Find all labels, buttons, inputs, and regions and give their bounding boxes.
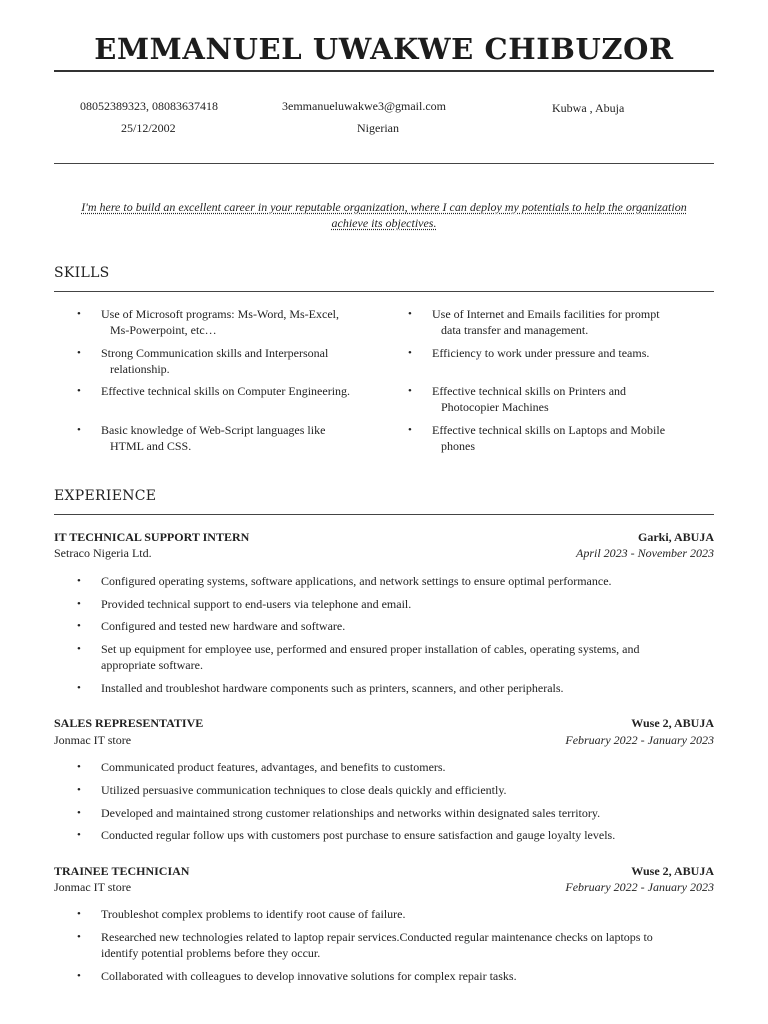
bullet-icon: • <box>77 347 81 359</box>
job-bullet: • Collaborated with colleagues to develop innovative solutions for complex repair tasks. <box>77 969 517 983</box>
job-title: SALES REPRESENTATIVE <box>54 716 204 730</box>
job-dates: February 2022 - January 2023 <box>565 880 714 894</box>
bullet-icon: • <box>77 598 81 610</box>
resume-name: EMMANUEL UWAKWE CHIBUZOR <box>94 32 674 66</box>
bullet-icon: • <box>408 308 412 320</box>
job-bullet: • Developed and maintained strong customer relationships and networks within designated sales territory. <box>77 806 601 820</box>
job-title: IT TECHNICAL SUPPORT INTERN <box>54 530 250 544</box>
job-title: TRAINEE TECHNICIAN <box>54 864 190 878</box>
email-address: 3emmanueluwakwe3@gmail.com <box>282 99 447 113</box>
bullet-icon: • <box>77 784 81 796</box>
bullet-icon: • <box>408 424 412 436</box>
date-of-birth: 25/12/2002 <box>121 121 176 135</box>
bullet-icon: • <box>77 643 81 655</box>
job-company: Jonmac IT store <box>54 880 132 894</box>
skill-item: • Effective technical skills on Printers and Photocopier Machines <box>408 384 627 414</box>
header-divider <box>54 70 714 72</box>
job-bullet: • Installed and troubleshot hardware components such as printers, scanners, and other peripherals. <box>77 681 564 695</box>
job-company: Setraco Nigeria Ltd. <box>54 546 152 560</box>
skill-item: • Strong Communication skills and Interpersonal relationship. <box>77 346 329 376</box>
contact-divider <box>54 163 714 164</box>
bullet-icon: • <box>77 620 81 632</box>
bullet-icon: • <box>77 807 81 819</box>
objective-line: I'm here to build an excellent career in your reputable organization, where I can deploy my potentials to help the organization <box>81 200 687 214</box>
job-company: Jonmac IT store <box>54 733 132 747</box>
job-bullet: • Set up equipment for employee use, performed and ensured proper installation of cables, operating systems, and appropriate software. <box>77 642 640 672</box>
bullet-icon: • <box>77 970 81 982</box>
skill-item: • Use of Internet and Emails facilities for prompt data transfer and management. <box>408 307 660 337</box>
nationality-text: Nigerian <box>357 121 399 135</box>
bullet-icon: • <box>77 308 81 320</box>
job-dates: April 2023 - November 2023 <box>576 546 714 560</box>
bullet-icon: • <box>408 347 412 359</box>
job-bullet: • Configured and tested new hardware and software. <box>77 619 346 633</box>
job-location: Wuse 2, ABUJA <box>631 716 714 730</box>
job-dates: February 2022 - January 2023 <box>565 733 714 747</box>
location-text: Kubwa , Abuja <box>552 101 625 115</box>
objective-line: achieve its objectives. <box>331 216 437 230</box>
job-bullet: • Troubleshot complex problems to identify root cause of failure. <box>77 907 406 921</box>
skill-item: • Use of Microsoft programs: Ms-Word, Ms-Excel, Ms-Powerpoint, etc… <box>77 307 339 337</box>
job-bullet: • Provided technical support to end-users via telephone and email. <box>77 597 412 611</box>
job-bullet: • Configured operating systems, software applications, and network settings to ensure optimal performance. <box>77 574 612 588</box>
bullet-icon: • <box>77 829 81 841</box>
job-bullet: • Researched new technologies related to laptop repair services.Conducted regular maintenance checks on laptops to identify potential problems before they occur. <box>77 930 653 960</box>
bullet-icon: • <box>77 761 81 773</box>
bullet-icon: • <box>77 908 81 920</box>
skill-item: • Effective technical skills on Laptops and Mobile phones <box>408 423 666 453</box>
bullet-icon: • <box>77 424 81 436</box>
skills-heading: SKILLS <box>54 265 110 281</box>
job-location: Wuse 2, ABUJA <box>631 864 714 878</box>
job-bullet: • Communicated product features, advantages, and benefits to customers. <box>77 760 446 774</box>
skill-item: • Basic knowledge of Web-Script languages like HTML and CSS. <box>77 423 326 453</box>
skill-item: • Efficiency to work under pressure and teams. <box>408 346 650 360</box>
job-location: Garki, ABUJA <box>637 530 714 544</box>
career-objective <box>54 199 714 231</box>
bullet-icon: • <box>77 385 81 397</box>
bullet-icon: • <box>408 385 412 397</box>
skill-item: • Effective technical skills on Computer Engineering. <box>77 384 351 398</box>
phone-numbers: 08052389323, 08083637418 <box>80 99 218 113</box>
bullet-icon: • <box>77 682 81 694</box>
job-bullet: • Conducted regular follow ups with customers post purchase to ensure satisfaction and gauge loyalty levels. <box>77 828 616 842</box>
bullet-icon: • <box>77 575 81 587</box>
bullet-icon: • <box>77 931 81 943</box>
job-bullet: • Utilized persuasive communication techniques to close deals quickly and efficiently. <box>77 783 507 797</box>
experience-divider <box>54 514 714 515</box>
skills-divider <box>54 291 714 292</box>
experience-heading: EXPERIENCE <box>54 488 157 504</box>
